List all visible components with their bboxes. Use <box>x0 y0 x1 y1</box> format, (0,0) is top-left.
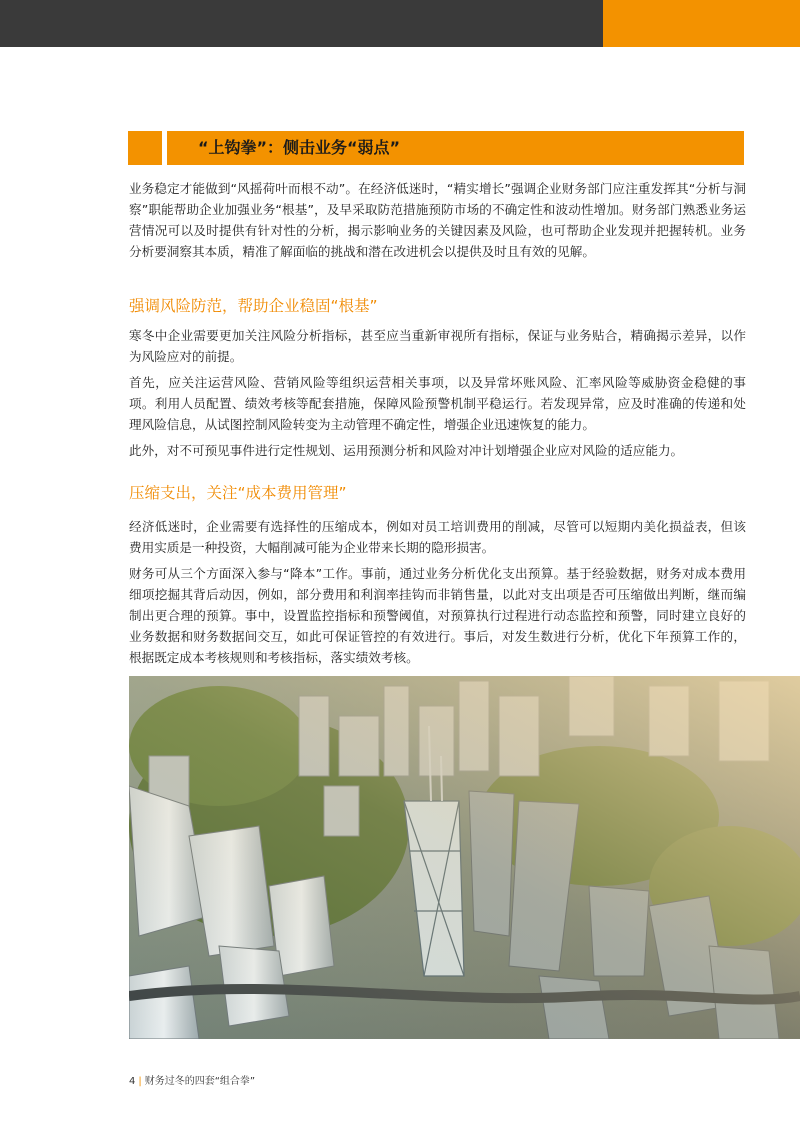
section2-paragraph-1: 经济低迷时，企业需要有选择性的压缩成本，例如对员工培训费用的削减，尽管可以短期内美化损益表，但该费用实质是一种投资，大幅削减可能为企业带来长期的隐形损害。 <box>129 519 746 555</box>
section1-paragraph-3: 此外，对不可预见事件进行定性规划、运用预测分析和风险对冲计划增强企业应对风险的适应能力。 <box>129 443 684 458</box>
section2-heading: 压缩支出，关注“成本费用管理” <box>129 484 347 502</box>
section1-paragraph-2: 首先，应关注运营风险、营销风险等组织运营相关事项，以及异常坏账风险、汇率风险等威胁资金稳健的事项。利用人员配置、绩效考核等配套措施，保障风险预警机制平稳运行。若发现异常，应及时准确的传递和处理风险信息，从试图控制风险转变为主动管理不确定性，增强企业迅速恢复的能力。 <box>129 375 746 432</box>
city-aerial-photo <box>129 676 800 1039</box>
banner-title: “上钩拳”：侧击业务“弱点” <box>198 138 401 157</box>
section2-paragraph-2: 财务可从三个方面深入参与“降本”工作。事前，通过业务分析优化支出预算。基于经验数据，财务对成本费用细项挖掘其背后动因，例如，部分费用和利润率挂钩而非销售量，以此对支出项是否可压缩做出判断，继而编制出更合理的预算。事中，设置监控指标和预警阈值，对预算执行过程进行动态监控和预警，同时建立良好的业务数据和财务数据间交互，如此可保证管控的有效进行。事后，对发生数进行分析，优化下年预算工作的，根据既定成本考核规则和考核指标，落实绩效考核。 <box>129 566 746 665</box>
header-accent-bar <box>603 0 800 47</box>
section1-paragraph-1: 寒冬中企业需要更加关注风险分析指标，甚至应当重新审视所有指标，保证与业务贴合，精确揭示差异，以作为风险应对的前提。 <box>129 328 746 364</box>
page-footer <box>129 1075 255 1089</box>
section1-heading: 强调风险防范，帮助企业稳固“根基” <box>129 297 378 315</box>
section-banner <box>128 131 744 165</box>
footer-separator: | <box>138 1076 142 1087</box>
page-number: 4 <box>129 1076 136 1087</box>
header-dark-bar <box>0 0 603 47</box>
footer-title: 财务过冬的四套“组合拳” <box>144 1076 256 1087</box>
intro-paragraph: 业务稳定才能做到“风摇荷叶而根不动”。在经济低迷时，“精实增长”强调企业财务部门应注重发挥其“分析与洞察”职能帮助企业加强业务“根基”，及早采取防范措施预防市场的不确定性和波动性增加。财务部门熟悉业务运营情况可以及时提供有针对性的分析，揭示影响业务的关键因素及风险，也可帮助企业发现并把握转机。业务分析要洞察其本质，精准了解面临的挑战和潜在改进机会以提供及时且有效的见解。 <box>129 181 746 259</box>
banner-accent-square <box>128 131 162 165</box>
